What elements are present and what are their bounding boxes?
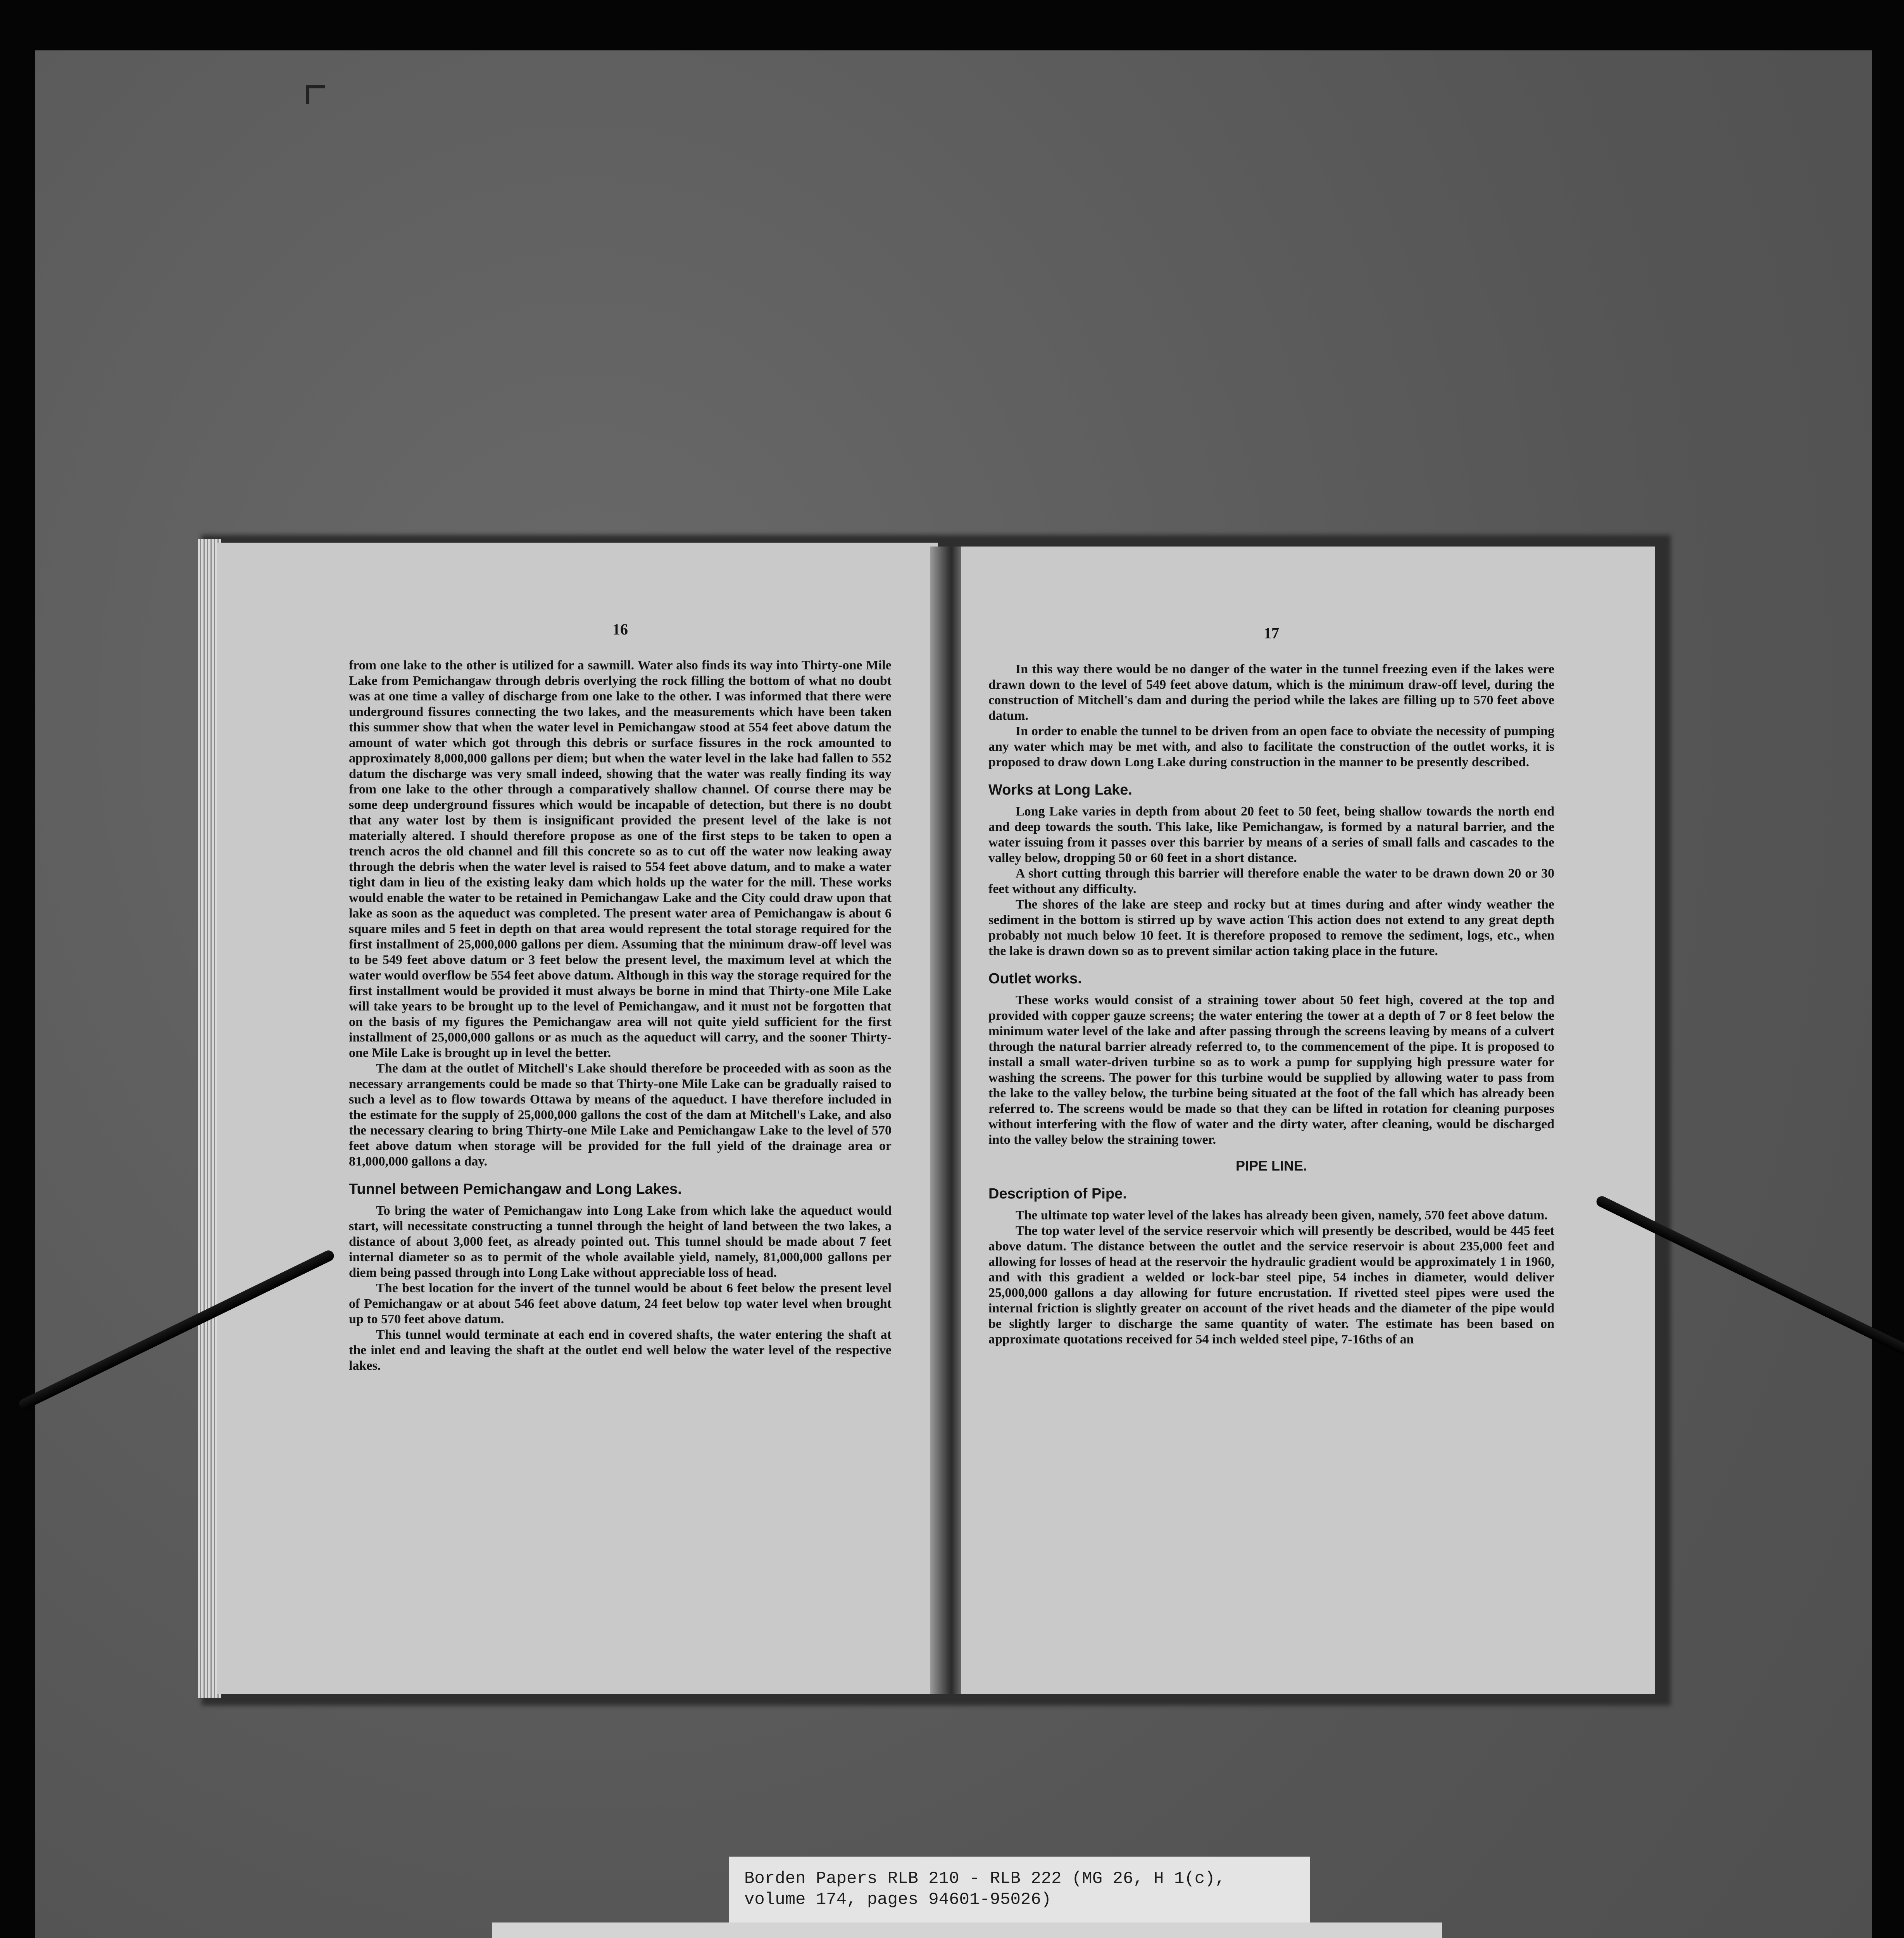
paragraph: from one lake to the other is utilized for a sawmill. Water also finds its way into Thirty-one Mile Lake from Pemichangaw through debris overlying the rock filling the bottom of what no doubt was at one time a valley of discharge from one lake to the other. I was informed that there were underground fissures connecting the two lakes, and the measurements which have been taken this summer show that when the water level in Pemichangaw stood at 554 feet above datum the amount of water which got through this debris or surface fissures in the rock amounted to approximately 8,000,000 gallons per diem; but when the water level in the lake had fallen to 552 datum the discharge was very small indeed, showing that the water was really finding its way from one lake to the other through a comparatively shallow channel. Of course there may be some deep underground fissures which would be incapable of detection, but there is no doubt that any water lost by them is insignificant provided the present level of the lake is not materially altered. I should therefore propose as one of the first steps to be taken to open a trench acros the old channel and fill this concrete so as to cut off the water now leaking away through the debris when the water level is raised to 554 feet above datum, and to make a water tight dam in lieu of the existing leaky dam which holds up the water for the mill. These works would enable the water to be retained in Pemichangaw Lake and the City could draw upon that lake as soon as the aqueduct was completed. The present water area of Pemichangaw is about 6 square miles and 5 feet in depth on that area would represent the total storage required for the first installment of 25,000,000 gallons per diem. Assuming that the minimum draw-off level was to be 549 feet above datum or 3 feet below the present level, the maximum level at which the water would overflow be 554 feet above datum. Although in this way the storage required for the first installment would be provided it must always be borne in mind that Thirty-one Mile Lake will take years to be brought up to the level of Pemichangaw, and it must not be forgotten that on the basis of my figures the Pemichangaw area will not quite yield sufficient for the first installment of 25,000,000 gallons or as much as the aqueduct will carry, and the sooner Thirty-one Mile Lake is brought up in level the better. [349, 658, 892, 1060]
paragraph: Long Lake varies in depth from about 20 feet to 50 feet, being shallow towards the north end and deep towards the south. This lake, like Pemichangaw, is formed by a natural barrier, and the water issuing from it passes over this barrier by means of a series of small falls and cascades to the valley below, dropping 50 or 60 feet in a short distance. [988, 804, 1554, 865]
paragraph: The ultimate top water level of the lakes has already been given, namely, 570 feet above datum. [1016, 1208, 1548, 1222]
paragraph: The best location for the invert of the tunnel would be about 6 feet below the present level of Pemichangaw or at about 546 feet above datum, 24 feet below top water level when brought up to 570 feet above datum. [349, 1281, 892, 1326]
citation-line: Borden Papers RLB 210 - RLB 222 (MG 26, H 1(c), [744, 1869, 1226, 1888]
section-heading: Outlet works. [988, 971, 1082, 987]
archive-label [492, 1922, 1442, 1938]
corner-mark [306, 85, 325, 104]
paragraph: A short cutting through this barrier will therefore enable the water to be drawn down 20 or 30 feet without any difficulty. [988, 866, 1554, 896]
citation-slip [729, 1857, 1310, 1926]
page-number: 16 [612, 621, 628, 638]
paragraph: The dam at the outlet of Mitchell's Lake should therefore be proceeded with as soon as the necessary arrangements could be made so that Thirty-one Mile Lake can be gradually raised to such a level as to flow towards Ottawa by means of the aqueduct. I have therefore included in the estimate for the supply of 25,000,000 gallons the cost of the dam at Mitchell's Lake, and also the necessary clearing to bring Thirty-one Mile Lake and Pemichangaw Lake to the level of 570 feet above datum when storage will be provided for the full yield of the drainage area or 81,000,000 gallons a day. [349, 1061, 892, 1169]
paragraph: The shores of the lake are steep and rocky but at times during and after windy weather the sediment in the bottom is stirred up by wave action This action does not extend to any great depth probably not much below 10 feet. It is therefore proposed to remove the sediment, logs, etc., when the lake is drawn down so as to prevent similar action taking place in the future. [988, 897, 1554, 958]
right-page [961, 547, 1655, 1694]
left-page [217, 543, 938, 1694]
section-heading: Works at Long Lake. [988, 782, 1132, 798]
section-heading: Tunnel between Pemichangaw and Long Lakes. [349, 1181, 682, 1197]
page-number: 17 [1264, 624, 1279, 642]
citation-line: volume 174, pages 94601-95026) [744, 1890, 1052, 1909]
paragraph: These works would consist of a straining tower about 50 feet high, covered at the top and provided with copper gauze screens; the water entering the tower at a depth of 7 or 8 feet below the minimum water level of the lake and after passing through the screens leaving by means of a culvert through the natural barrier already referred to, to the commencement of the pipe. It is proposed to install a small water-driven turbine so as to work a pump for supplying high pressure water for washing the screens. The power for this turbine would be supplied by allowing water to pass from the lake to the valley below, the turbine being situated at the foot of the fall which has already been referred to. The screens would be made so that they can be lifted in rotation for cleaning purposes without interfering with the flow of water and the dirty water, after cleaning, would be discharged into the valley below the straining tower. [988, 993, 1554, 1147]
paragraph: The top water level of the service reservoir which will presently be described, would be 445 feet above datum. The distance between the outlet and the service reservoir is about 235,000 feet and allowing for losses of head at the reservoir the hydraulic gradient would be approximately 1 in 1960, and with this gradient a welded or lock-bar steel pipe, 54 inches in diameter, would deliver 25,000,000 gallons a day allowing for future encrustation. If rivetted steel pipes were used the internal friction is slightly greater on account of the rivet heads and the diameter of the pipe would be slightly larger to discharge the same quantity of water. The estimate has been based on approximate quotations received for 54 inch welded steel pipe, 7-16ths of an [988, 1224, 1554, 1347]
section-title: PIPE LINE. [1235, 1158, 1307, 1174]
paragraph: In order to enable the tunnel to be driven from an open face to obviate the necessity of pumping any water which may be met with, and also to facilitate the construction of the outlet works, it is proposed to draw down Long Lake during construction in the manner to be presently described. [988, 724, 1554, 769]
paragraph: To bring the water of Pemichangaw into Long Lake from which lake the aqueduct would start, will necessitate constructing a tunnel through the height of land between the two lakes, a distance of about 3,000 feet, as already pointed out. This tunnel should be made about 7 feet internal diameter so as to permit of the whole available yield, namely, 81,000,000 gallons per diem being passed through into Long Lake without appreciable loss of head. [349, 1203, 892, 1280]
paragraph: In this way there would be no danger of the water in the tunnel freezing even if the lakes were drawn down to the level of 549 feet above datum, which is the minimum draw-off level, during the construction of Mitchell's dam and during the period while the lakes are filling up to 570 feet above datum. [988, 662, 1554, 723]
paragraph: This tunnel would terminate at each end in covered shafts, the water entering the shaft at the inlet end and leaving the shaft at the outlet end well below the water level of the respective lakes. [349, 1328, 892, 1373]
section-heading: Description of Pipe. [988, 1186, 1127, 1202]
